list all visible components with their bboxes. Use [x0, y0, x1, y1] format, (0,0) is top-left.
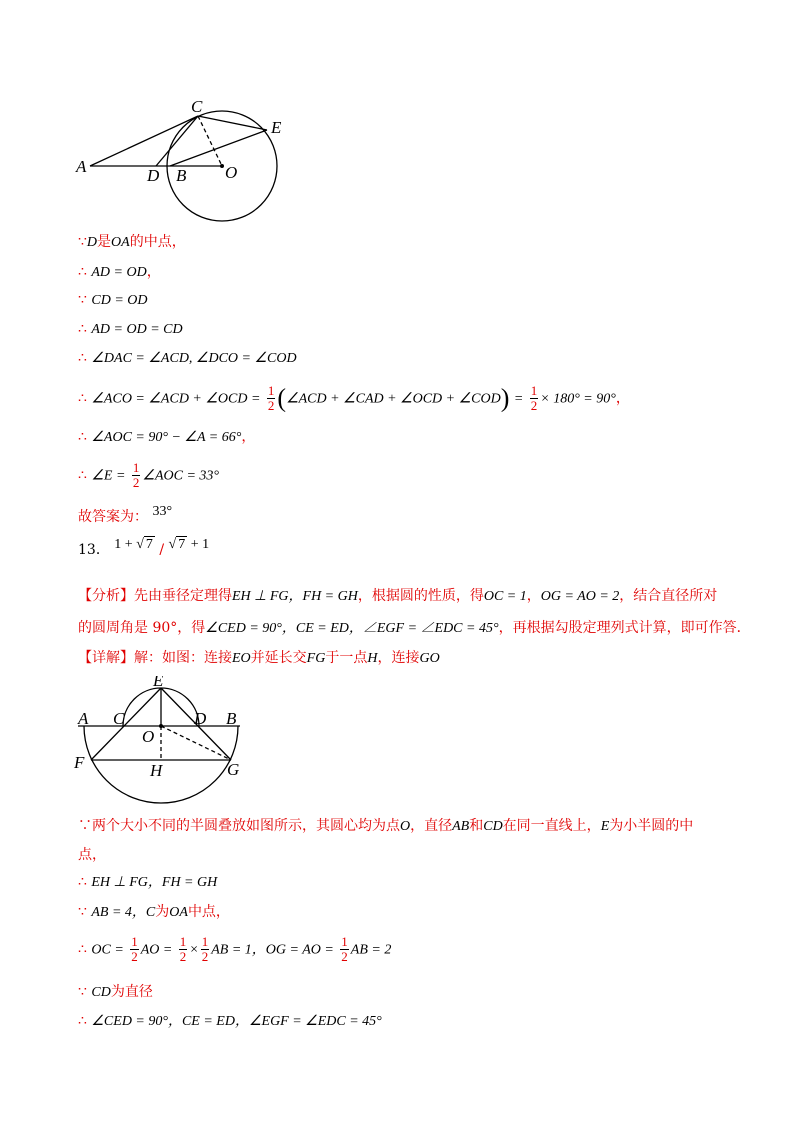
- text: 先由垂径定理得: [134, 588, 232, 604]
- label-f: F: [74, 753, 85, 772]
- line-e-33: [78, 461, 219, 490]
- because-symbol: ∵: [78, 904, 87, 920]
- math-expression: FG: [306, 651, 326, 666]
- line-eh-perp: [78, 872, 217, 893]
- math-oa: OA: [169, 905, 188, 920]
- because-symbol: ∵: [78, 984, 87, 1000]
- label-e: E: [153, 676, 164, 690]
- math-expression: ×: [189, 942, 199, 958]
- line-aco-90: ∴ ∠ACO = ∠ACD + ∠OCD = $\frac{1}{2}$ (∠ACD + ∠CAD + ∠OCD + ∠COD) = $\frac{1}{2}$ × 180° = 90°，: [78, 383, 630, 413]
- geometry-figure-1: [70, 98, 300, 223]
- text: 的圆周角是 90°，得: [78, 620, 206, 636]
- label-d: D: [194, 709, 207, 728]
- fraction-half: $\frac{1}{2}$: [132, 460, 140, 490]
- fraction-half: $\frac{1}{2}$: [179, 934, 187, 964]
- answer-expression: √ 7 + 1: [168, 537, 210, 552]
- math-cd: CD: [91, 985, 111, 1000]
- text: ，直径: [410, 818, 453, 834]
- math-expression: OC = 1: [483, 589, 527, 604]
- math-expression: AB = 2: [350, 942, 392, 958]
- detail-tag: 【详解】: [78, 650, 134, 666]
- label-h: H: [150, 761, 163, 780]
- text: 为: [155, 904, 170, 920]
- text: 为直径: [110, 984, 153, 1000]
- math-expression: AO =: [140, 942, 173, 958]
- math-expression: H: [367, 651, 378, 666]
- math-expression: OG = AO = 2: [540, 589, 620, 604]
- fraction-half: $\frac{1}{2}$: [131, 934, 138, 964]
- text: 并延长交: [250, 650, 307, 666]
- text: ，: [526, 588, 541, 604]
- line-cd-diameter: [78, 982, 153, 1003]
- line-semicircles-cont: [78, 845, 106, 865]
- therefore-symbol: ∴: [78, 429, 87, 445]
- math-expression: ∠ACD + ∠CAD + ∠OCD + ∠COD: [286, 391, 501, 407]
- text: 解：如图：连接: [134, 650, 232, 666]
- question-number: 13．: [78, 542, 110, 558]
- analysis-line-1: [78, 586, 717, 607]
- line-semicircles: [78, 816, 693, 837]
- math-expression: ∠DAC = ∠ACD, ∠DCO = ∠COD: [91, 351, 297, 366]
- label-o: O: [142, 727, 155, 746]
- label-e: E: [271, 118, 282, 137]
- therefore-symbol: ∴: [78, 874, 87, 890]
- text: 是: [97, 234, 112, 250]
- because-symbol: ∵: [78, 292, 87, 308]
- math-expression: EO: [232, 651, 251, 666]
- label-g: G: [227, 760, 240, 779]
- text: 于一点: [325, 650, 368, 666]
- line-ced-90: [78, 1011, 382, 1032]
- line-ad-od: [78, 262, 161, 283]
- text: ，: [615, 390, 630, 407]
- segment-co-dashed: [198, 116, 222, 166]
- analysis-line-2: [78, 618, 751, 639]
- therefore-symbol: ∴: [78, 1013, 87, 1029]
- math-oa: OA: [111, 235, 130, 250]
- math-expression: GO: [419, 651, 440, 666]
- math-expression: ∠E =: [91, 468, 126, 484]
- text: 两个大小不同的半圆叠放如图所示，其圆心均为点: [92, 818, 400, 834]
- math-expression: =: [513, 391, 524, 407]
- math-expression: OC =: [91, 942, 124, 958]
- text: 点，: [78, 847, 106, 863]
- line-oc-og: [78, 935, 391, 964]
- label-a: A: [78, 709, 89, 728]
- math-expression: × 180° = 90°: [540, 391, 616, 407]
- math-expression: ∠AOC = 33°: [142, 468, 219, 484]
- math-expression: AB = 1，OG = AO =: [211, 942, 334, 958]
- fraction-half: $\frac{1}{2}$: [201, 934, 209, 964]
- math-d: D: [86, 235, 98, 250]
- segment-ef: [91, 688, 161, 760]
- math-e: E: [600, 819, 610, 834]
- math-expression: CD = OD: [91, 293, 148, 308]
- text: ，连接: [377, 650, 420, 666]
- text: 的中点，: [129, 234, 186, 250]
- math-o: O: [400, 819, 411, 834]
- point-o: [220, 164, 224, 168]
- text: ，结合直径所对: [619, 588, 718, 604]
- line-angles-equal: [78, 348, 297, 369]
- fraction-half: $\frac{1}{2}$: [341, 934, 348, 964]
- line-answer: [78, 504, 173, 528]
- label-c: C: [191, 98, 203, 116]
- text: 在同一直线上，: [502, 818, 601, 834]
- therefore-symbol: ∴: [78, 321, 87, 337]
- fraction-half: $\frac{1}{2}$: [267, 383, 275, 413]
- text: ，: [241, 429, 256, 445]
- because-symbol: ∵: [78, 818, 92, 834]
- label-b: B: [226, 709, 237, 728]
- label-b: B: [176, 166, 187, 185]
- math-expression: AB = 4，C: [91, 905, 156, 920]
- math-expression: ∠AOC = 90° − ∠A = 66°: [91, 430, 242, 445]
- therefore-symbol: ∴: [78, 264, 87, 280]
- segment-be: [170, 130, 267, 166]
- math-expression: ∠CED = 90°，CE = ED，∠EGF = ∠EDC = 45°: [91, 1014, 382, 1029]
- point-o: [159, 724, 163, 728]
- fraction-half: $\frac{1}{2}$: [530, 383, 538, 413]
- line-ad-od-cd: [78, 319, 183, 340]
- geometry-figure-2: [70, 676, 270, 806]
- answer-expression: 1 + √ 7: [114, 537, 153, 552]
- therefore-symbol: ∴: [78, 390, 87, 407]
- math-expression: EH ⊥ FG，FH = GH: [232, 589, 358, 604]
- detail-line-1: [78, 648, 440, 669]
- text: ，: [146, 264, 161, 280]
- question-13-answer: [78, 537, 210, 561]
- math-expression: ∠ACO = ∠ACD + ∠OCD =: [91, 391, 261, 407]
- therefore-symbol: ∴: [78, 350, 87, 366]
- segment-og-dashed: [161, 726, 231, 760]
- math-ab: AB: [452, 819, 470, 834]
- text: ，再根据勾股定理列式计算，即可作答．: [498, 620, 751, 636]
- separator: /: [159, 542, 165, 558]
- line-cd-od: [78, 290, 148, 311]
- label-d: D: [147, 166, 160, 185]
- label-c: C: [113, 709, 125, 728]
- math-expression: AD = OD: [91, 265, 147, 280]
- analysis-tag: 【分析】: [78, 588, 134, 604]
- label-o: O: [225, 163, 238, 182]
- segment-ac: [90, 116, 198, 166]
- label-a: A: [76, 157, 87, 176]
- math-expression: EH ⊥ FG，FH = GH: [91, 875, 218, 890]
- math-expression: ∠CED = 90°，CE = ED，∠EGF = ∠EDC = 45°: [205, 621, 499, 636]
- text: 为小半圆的中: [609, 818, 694, 834]
- math-expression: AD = OD = CD: [91, 322, 183, 337]
- math-cd: CD: [483, 819, 503, 834]
- answer-value: 33°: [152, 504, 173, 519]
- line-d-midpoint: [78, 232, 186, 253]
- text: ，根据圆的性质，得: [357, 588, 484, 604]
- therefore-symbol: ∴: [78, 941, 87, 958]
- line-ab-4: [78, 902, 230, 923]
- answer-label: 故答案为：: [78, 509, 148, 525]
- line-aoc-66: [78, 427, 255, 448]
- therefore-symbol: ∴: [78, 467, 87, 484]
- because-symbol: ∵: [78, 234, 87, 250]
- text: 中点，: [187, 904, 230, 920]
- text: 和: [469, 818, 484, 834]
